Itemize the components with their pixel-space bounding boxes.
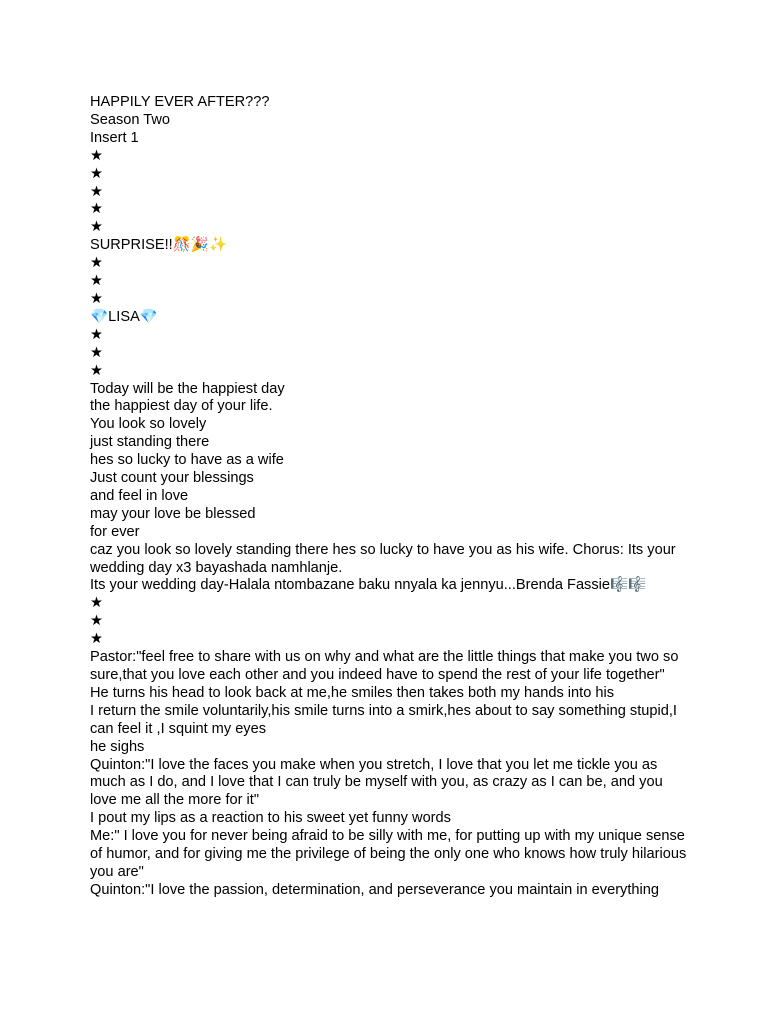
lyric-paragraph: Its your wedding day-Halala ntombazane baku nnyala ka jennyu...Brenda Fassie🎼🎼	[90, 577, 647, 594]
star-divider: ★	[90, 273, 104, 290]
star-divider: ★	[90, 183, 104, 200]
story-paragraph: Quinton:"I love the faces you make when you stretch, I love that you let me tickle you as much as I do, and I love that I can truly be myself with you, as crazy as I can be, and you love me all the more for it"	[90, 756, 667, 809]
lyric-line: hes so lucky to have as a wife	[90, 452, 284, 469]
story-paragraph: I return the smile voluntarily,his smile turns into a smirk,hes about to say something stupid,I can feel it ,I squint my eyes	[90, 702, 682, 737]
lyric-line: and feel in love	[90, 487, 189, 504]
document-body	[90, 94, 690, 900]
star-divider: ★	[90, 255, 104, 272]
lyric-paragraph: caz you look so lovely standing there hes so lucky to have you as his wife. Chorus: Its your wedding day x3 bayashada namhlanje.	[90, 541, 680, 576]
story-paragraph: he sighs	[90, 738, 145, 755]
star-divider: ★	[90, 344, 104, 361]
star-divider: ★	[90, 595, 104, 612]
star-divider: ★	[90, 631, 104, 648]
star-divider: ★	[90, 201, 104, 218]
star-divider: ★	[90, 290, 104, 307]
lyric-line: the happiest day of your life.	[90, 398, 273, 415]
narrator-heading: 💎LISA💎	[90, 308, 158, 325]
lyric-line: You look so lovely	[90, 416, 207, 433]
story-paragraph: Quinton:"I love the passion, determination, and perseverance you maintain in everything	[90, 881, 659, 898]
star-divider: ★	[90, 613, 104, 630]
season-label: Season Two	[90, 111, 171, 128]
star-divider: ★	[90, 362, 104, 379]
lyric-line: for ever	[90, 523, 140, 540]
lyric-line: just standing there	[90, 434, 210, 451]
story-paragraph: Pastor:"feel free to share with us on why and what are the little things that make you two so sure,that you love each other and you indeed have to spend the rest of your life together"	[90, 649, 683, 683]
star-divider: ★	[90, 326, 104, 343]
star-divider: ★	[90, 219, 104, 236]
lyric-line: may your love be blessed	[90, 505, 256, 522]
story-paragraph: He turns his head to look back at me,he smiles then takes both my hands into his	[90, 684, 615, 701]
star-divider: ★	[90, 147, 104, 164]
star-divider: ★	[90, 165, 104, 182]
lyric-line: Just count your blessings	[90, 470, 254, 487]
surprise-line: SURPRISE!!🎊🎉✨	[90, 237, 228, 254]
document-title: HAPPILY EVER AFTER???	[90, 94, 270, 110]
story-paragraph: Me:" I love you for never being afraid to be silly with me, for putting up with my unique sense of humor, and for giving me the privilege of being the only one who knows how truly hilarious you are"	[90, 828, 691, 880]
insert-label: Insert 1	[90, 129, 139, 146]
story-paragraph: I pout my lips as a reaction to his sweet yet funny words	[90, 810, 451, 827]
lyric-line: Today will be the happiest day	[90, 380, 285, 397]
